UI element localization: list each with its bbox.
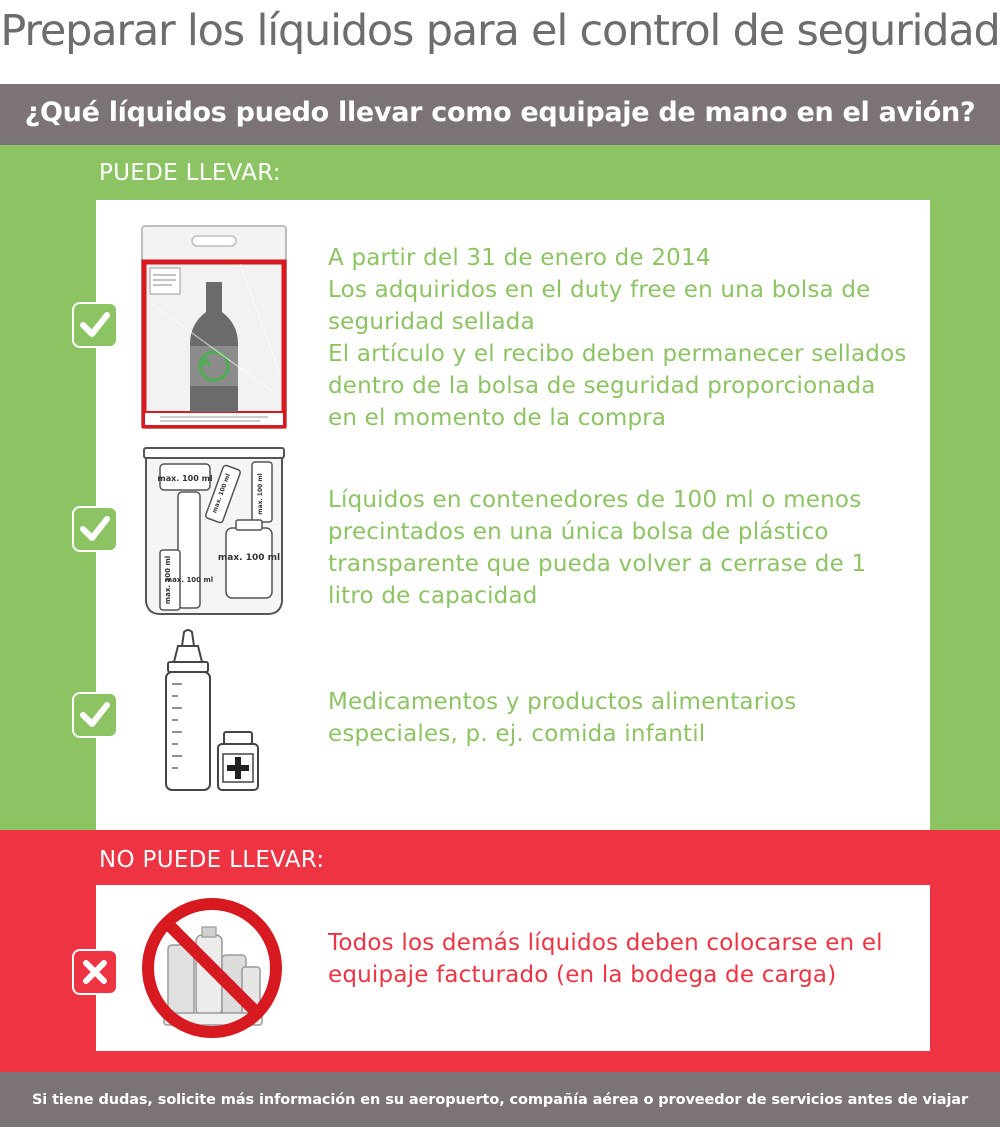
bottle-label: max. 100 ml bbox=[164, 555, 172, 605]
prohibited-liquids-illustration bbox=[138, 895, 286, 1041]
text-line: transparente que pueda volver a cerrase de 1 bbox=[328, 551, 867, 577]
liquids-bag-illustration bbox=[140, 442, 288, 618]
text-line: litro de capacidad bbox=[328, 583, 538, 609]
allowed-item-medicine-text bbox=[328, 686, 796, 750]
bottle-label: max. 100 ml bbox=[164, 576, 214, 584]
allowed-item-liquids-text bbox=[328, 484, 866, 612]
forbidden-section bbox=[0, 830, 1000, 1072]
text-line: Líquidos en contenedores de 100 ml o menos bbox=[328, 487, 862, 513]
bottle-label: max. 100 ml bbox=[157, 474, 213, 483]
allowed-heading: PUEDE LLEVAR: bbox=[99, 160, 281, 186]
allowed-panel bbox=[96, 200, 930, 864]
allowed-item-duty-free-text bbox=[328, 242, 907, 434]
text-line: A partir del 31 de enero de 2014 bbox=[328, 245, 711, 271]
text-line: El artículo y el recibo deben permanecer sellados bbox=[328, 341, 907, 367]
text-line: Los adquiridos en el duty free en una bolsa de bbox=[328, 277, 871, 303]
text-line: en el momento de la compra bbox=[328, 405, 667, 431]
checkmark-icon bbox=[72, 506, 118, 552]
cross-icon bbox=[72, 949, 118, 995]
checkmark-icon bbox=[72, 302, 118, 348]
page-title: Preparar los líquidos para el control de seguridad bbox=[0, 6, 1000, 56]
question-banner: ¿Qué líquidos puedo llevar como equipaje de mano en el avión? bbox=[0, 84, 1000, 145]
text-line: precintados en una única bolsa de plástico bbox=[328, 519, 829, 545]
text-line: dentro de la bolsa de seguridad proporcionada bbox=[328, 373, 876, 399]
text-line: seguridad sellada bbox=[328, 309, 535, 335]
forbidden-panel bbox=[96, 885, 930, 1051]
bottle-label: max. 100 ml bbox=[217, 553, 281, 563]
forbidden-heading: NO PUEDE LLEVAR: bbox=[99, 847, 325, 873]
checkmark-icon bbox=[72, 692, 118, 738]
baby-bottle-and-medicine-illustration bbox=[158, 628, 282, 794]
text-line: Medicamentos y productos alimentarios bbox=[328, 689, 797, 715]
text-line: Todos los demás líquidos deben colocarse en el bbox=[328, 930, 883, 956]
bottle-label: max. 100 ml bbox=[257, 473, 264, 515]
allowed-section bbox=[0, 145, 1000, 830]
text-line: especiales, p. ej. comida infantil bbox=[328, 721, 706, 747]
bottle-label: max. 100 ml bbox=[211, 472, 232, 515]
text-line: equipaje facturado (en la bodega de carga) bbox=[328, 962, 837, 988]
forbidden-item-text bbox=[328, 927, 883, 991]
duty-free-sealed-bag-illustration bbox=[140, 224, 288, 430]
footer-note: Si tiene dudas, solicite más información en su aeropuerto, compañía aérea o proveedor de servicios antes de viajar bbox=[0, 1072, 1000, 1127]
